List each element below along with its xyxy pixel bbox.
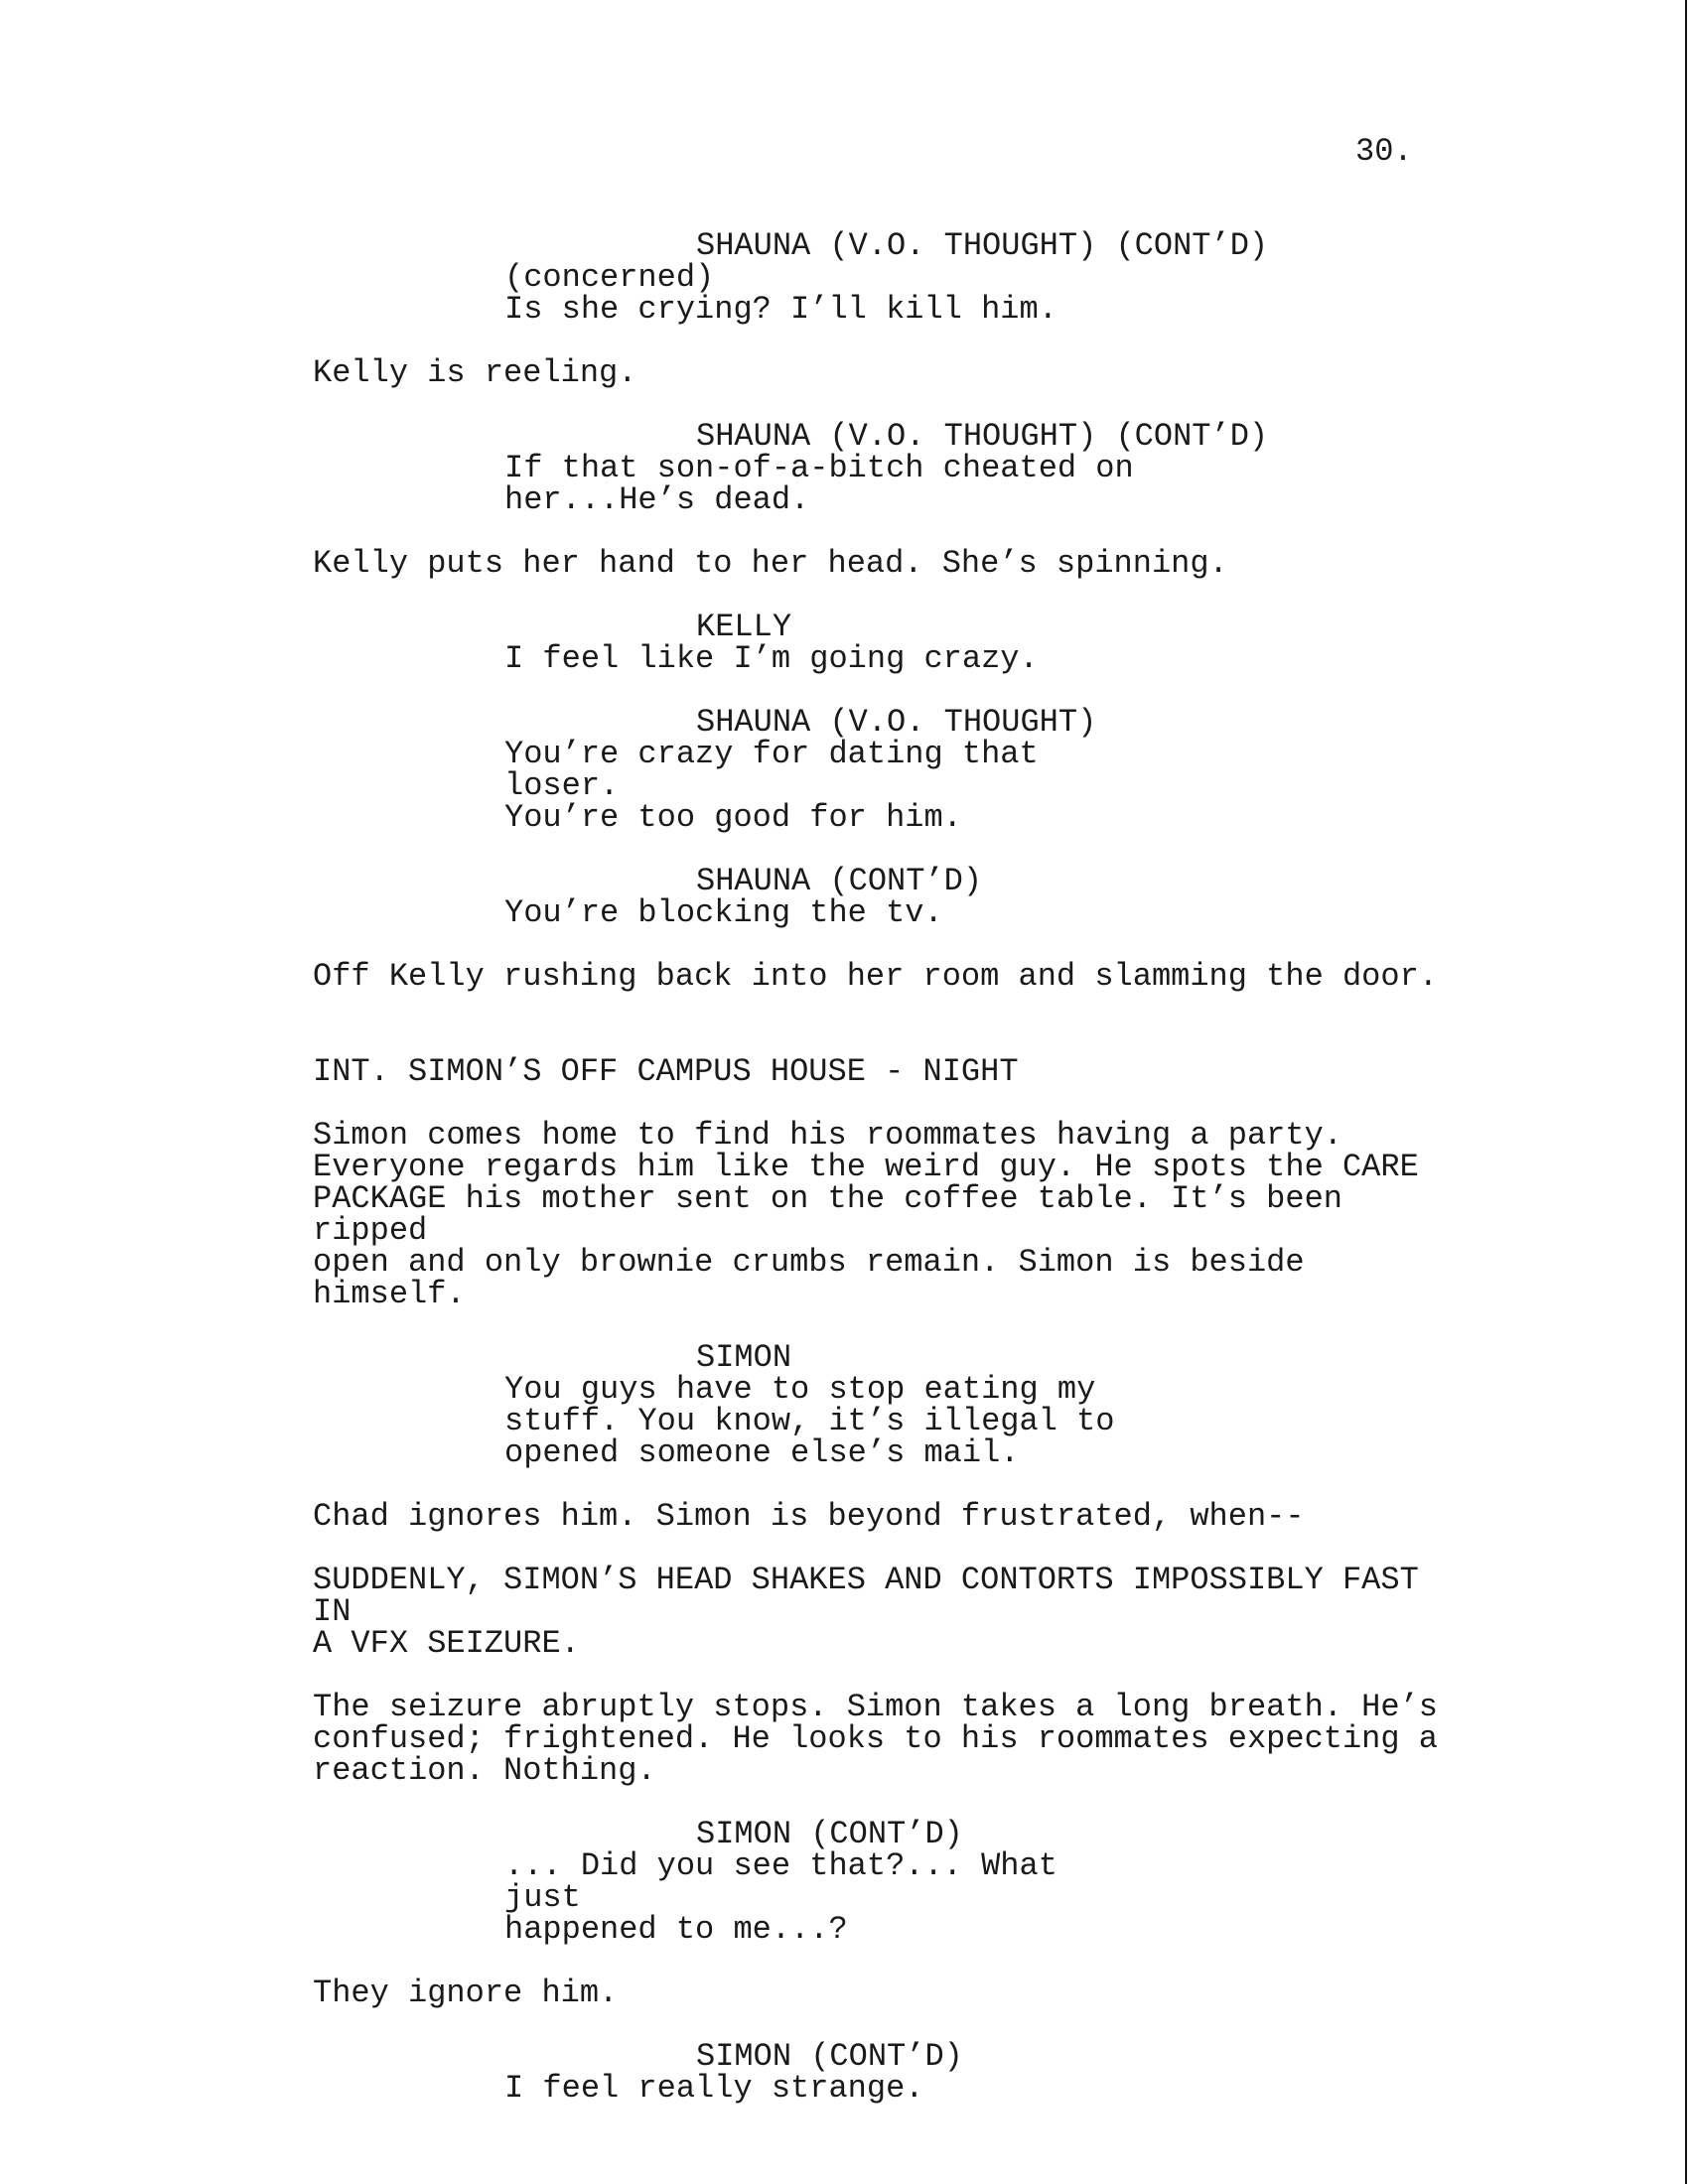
character-cue: SHAUNA (V.O. THOUGHT) (CONT’D) (696, 227, 1269, 264)
dialogue: Is she crying? I’ll kill him. (504, 291, 1057, 328)
character-cue: SIMON (CONT’D) (696, 2038, 963, 2075)
action-line: SUDDENLY, SIMON’S HEAD SHAKES AND CONTORTS IMPOSSIBLY FAST IN A VFX SEIZURE. (313, 1562, 1419, 1662)
action-line: Chad ignores him. Simon is beyond frustrated, when-- (313, 1498, 1305, 1535)
page-edge-rule (1685, 0, 1687, 2184)
scene-heading: INT. SIMON’S OFF CAMPUS HOUSE - NIGHT (313, 1053, 1019, 1090)
character-cue: SHAUNA (V.O. THOUGHT) (696, 704, 1097, 741)
dialogue: I feel really strange. (504, 2070, 924, 2107)
character-cue: SIMON (696, 1339, 792, 1376)
character-cue: SHAUNA (CONT’D) (696, 863, 983, 899)
action-line: Off Kelly rushing back into her room and slamming the door. (313, 958, 1438, 995)
script-body (313, 227, 1465, 2136)
character-cue: SIMON (CONT’D) (696, 1816, 963, 1852)
parenthetical: (concerned) (504, 259, 715, 296)
character-cue: SHAUNA (V.O. THOUGHT) (CONT’D) (696, 418, 1269, 455)
page-number: 30. (1355, 133, 1413, 170)
character-cue: KELLY (696, 609, 792, 645)
action-line: Kelly is reeling. (313, 354, 637, 391)
dialogue: I feel like I’m going crazy. (504, 640, 1039, 677)
dialogue: You’re crazy for dating that loser. You’re too good for him. (504, 736, 1039, 836)
action-line: Simon comes home to find his roommates having a party. Everyone regards him like the weird guy. He spots the CARE PACKAGE his mother sent on the coffee table. It’s been ripped open and only brownie crumbs remain. Simon is beside himself. (313, 1117, 1419, 1312)
dialogue: ... Did you see that?... What just happened to me...? (504, 1847, 1057, 1948)
dialogue: You’re blocking the tv. (504, 894, 943, 931)
dialogue: If that son-of-a-bitch cheated on her...He’s dead. (504, 450, 1134, 518)
action-line: They ignore him. (313, 1975, 619, 2011)
dialogue: You guys have to stop eating my stuff. You know, it’s illegal to opened someone else’s mail. (504, 1371, 1115, 1471)
action-line: Kelly puts her hand to her head. She’s spinning. (313, 545, 1228, 582)
action-line: The seizure abruptly stops. Simon takes a long breath. He’s confused; frightened. He looks to his roommates expecting a reaction. Nothing. (313, 1689, 1438, 1789)
